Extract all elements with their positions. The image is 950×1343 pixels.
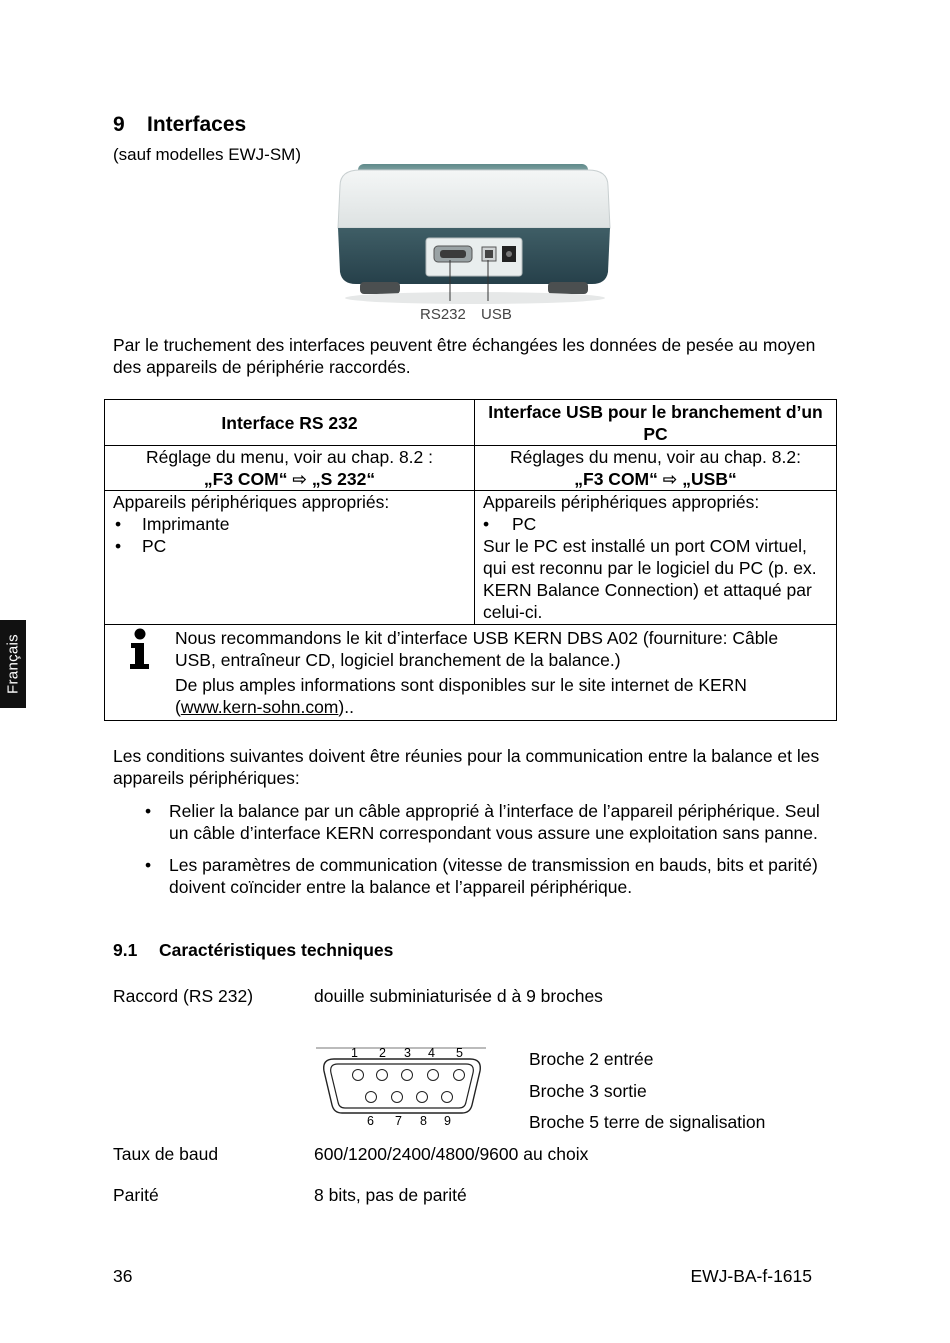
balance-rear-figure <box>330 160 620 328</box>
pin-number: 1 <box>351 1046 358 1060</box>
pin-note: Broche 5 terre de signalisation <box>529 1112 766 1132</box>
info-more-text <box>175 674 820 718</box>
rs232-port-label: RS232 <box>420 306 466 323</box>
pin-number: 4 <box>428 1046 435 1060</box>
rs232-devices-cell <box>105 491 475 625</box>
rs232-device-item: • Imprimante <box>113 513 466 535</box>
pin-number: 7 <box>395 1114 402 1128</box>
pin-number: 2 <box>379 1046 386 1060</box>
rs232-menu-path: „F3 COM“ ⇨ „S 232“ <box>203 469 376 489</box>
language-tab-label: Français <box>4 634 22 694</box>
interface-table <box>104 399 837 721</box>
pin-number: 6 <box>367 1114 374 1128</box>
section-number: 9 <box>113 113 125 136</box>
subsection-title: Caractéristiques techniques <box>159 940 394 960</box>
page-number: 36 <box>113 1266 133 1286</box>
rs232-setting-text: Réglage du menu, voir au chap. 8.2 : <box>146 447 433 467</box>
pin-note: Broche 2 entrée <box>529 1049 654 1069</box>
info-icon <box>125 628 155 670</box>
rs232-device-item: • PC <box>113 535 466 557</box>
section-title: Interfaces <box>147 113 247 136</box>
pin-number: 5 <box>456 1046 463 1060</box>
connector-label: Raccord (RS 232) <box>113 986 254 1006</box>
document-code: EWJ-BA-f-1615 <box>690 1266 812 1286</box>
conditions-list <box>145 800 835 898</box>
connector-value: douille subminiaturisée d à 9 broches <box>314 986 603 1006</box>
usb-port-label: USB <box>481 306 512 323</box>
pin-number: 3 <box>404 1046 411 1060</box>
usb-devices-cell <box>475 491 837 625</box>
condition-item: • Relier la balance par un câble approprié à l’interface de l’appareil périphérique. Seul un câble d’interface KERN correspondant vous assure une exploitation sans panne. <box>145 800 835 844</box>
usb-setting-cell <box>475 446 837 491</box>
section-heading <box>113 113 246 137</box>
conditions-intro: Les conditions suivantes doivent être réunies pour la communication entre la balance et les appareils périphériques: <box>113 746 820 788</box>
usb-device-item: • PC <box>483 513 828 535</box>
intro-paragraph: Par le truchement des interfaces peuvent être échangées les données de pesée au moyen des appareils de périphérie raccordés. <box>113 335 816 377</box>
language-side-tab <box>0 620 26 708</box>
info-recommendation-text: Nous recommandons le kit d’interface USB KERN DBS A02 (fourniture: Câble USB, entraîneur CD, logiciel branchement de la balance.) <box>175 628 779 670</box>
baud-value: 600/1200/2400/4800/9600 au choix <box>314 1144 589 1164</box>
subsection-number: 9.1 <box>113 940 138 960</box>
usb-header: Interface USB pour le branchement d’un PC <box>475 400 837 446</box>
usb-virtual-com-note: Sur le PC est installé un port COM virtuel, qui est reconnu par le logiciel du PC (p. ex. KERN Balance Connection) et attaqué par celui-ci. <box>483 536 817 622</box>
pin-note: Broche 3 sortie <box>529 1081 647 1101</box>
rs232-setting-cell <box>105 446 475 491</box>
pin-number: 9 <box>444 1114 451 1128</box>
balance-rear-illustration <box>330 160 620 328</box>
info-more-suffix: ).. <box>338 697 354 717</box>
parity-label: Parité <box>113 1185 159 1205</box>
pin-number: 8 <box>420 1114 427 1128</box>
usb-menu-path: „F3 COM“ ⇨ „USB“ <box>574 469 737 489</box>
usb-setting-text: Réglages du menu, voir au chap. 8.2: <box>510 447 801 467</box>
info-note-cell <box>105 625 837 721</box>
kern-website-link[interactable]: www.kern-sohn.com <box>180 697 339 717</box>
info-more-prefix: De plus amples informations sont disponibles sur le site internet de KERN ( <box>175 675 747 717</box>
condition-item: • Les paramètres de communication (vitesse de transmission en bauds, bits et parité) doivent coïncider entre la balance et l’appareil périphérique. <box>145 854 835 898</box>
parity-value: 8 bits, pas de parité <box>314 1185 467 1205</box>
section-subtitle: (sauf modelles EWJ-SM) <box>113 145 301 164</box>
rs232-devices-title: Appareils périphériques appropriés: <box>113 492 390 512</box>
usb-devices-title: Appareils périphériques appropriés: <box>483 492 760 512</box>
baud-label: Taux de baud <box>113 1144 219 1164</box>
subsection-heading <box>113 940 393 961</box>
rs232-header: Interface RS 232 <box>105 400 475 446</box>
